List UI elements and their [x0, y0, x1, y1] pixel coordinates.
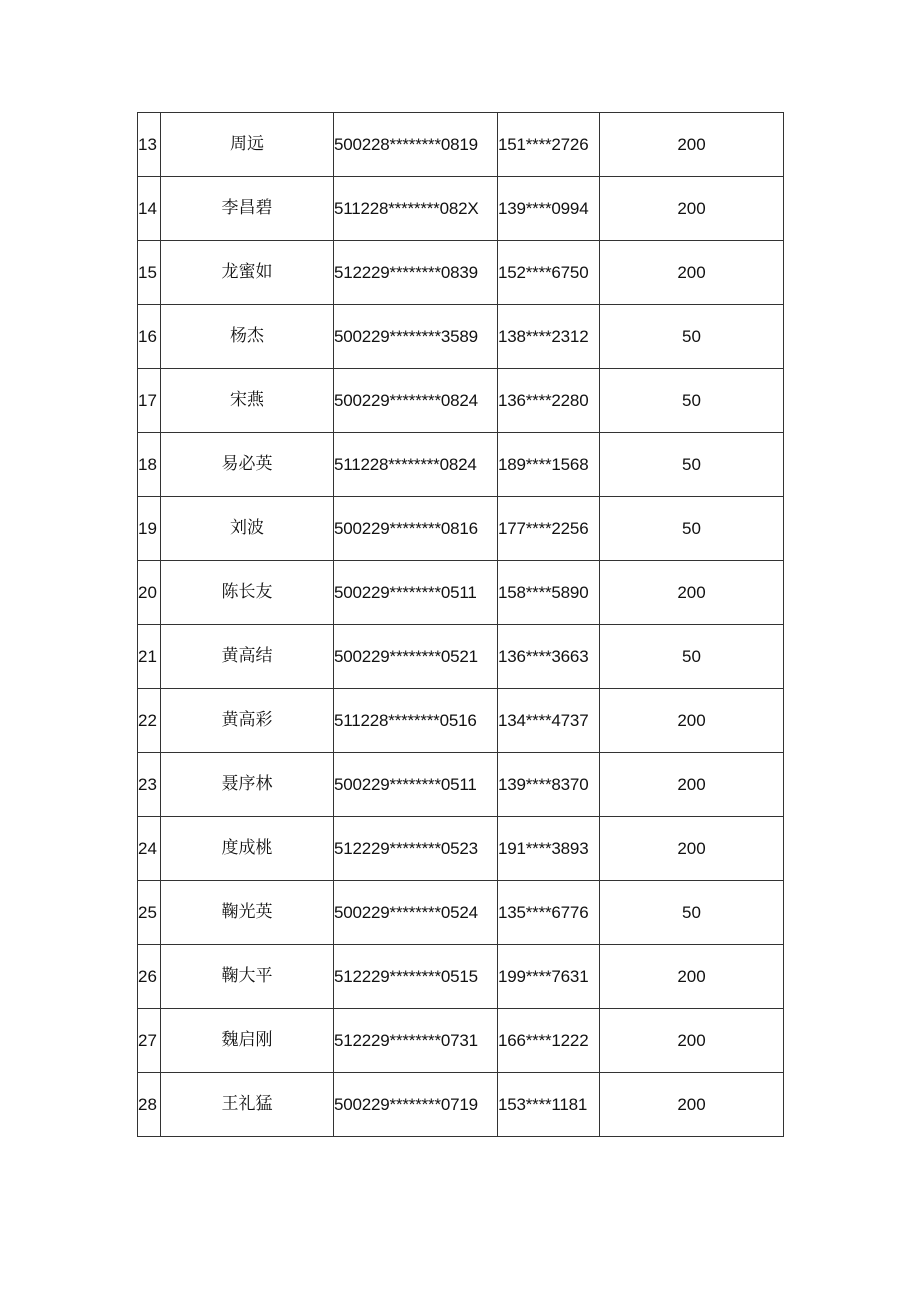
row-number: 27: [138, 1009, 161, 1073]
amount: 200: [600, 241, 784, 305]
phone-number: 139****8370: [498, 753, 600, 817]
table-row: [138, 753, 784, 817]
id-number: 500229********0719: [334, 1073, 498, 1137]
amount: 50: [600, 497, 784, 561]
roster-table-body: [138, 113, 784, 1137]
table-row: [138, 945, 784, 1009]
table-row: [138, 881, 784, 945]
roster-table: [137, 112, 784, 1137]
amount: 200: [600, 561, 784, 625]
phone-number: 136****3663: [498, 625, 600, 689]
phone-number: 166****1222: [498, 1009, 600, 1073]
amount: 50: [600, 881, 784, 945]
table-row: [138, 369, 784, 433]
phone-number: 153****1181: [498, 1073, 600, 1137]
table-row: [138, 1009, 784, 1073]
amount: 200: [600, 753, 784, 817]
phone-number: 177****2256: [498, 497, 600, 561]
row-number: 19: [138, 497, 161, 561]
person-name: 鞠大平: [161, 945, 334, 1009]
phone-number: 189****1568: [498, 433, 600, 497]
id-number: 511228********0824: [334, 433, 498, 497]
phone-number: 151****2726: [498, 113, 600, 177]
row-number: 16: [138, 305, 161, 369]
table-row: [138, 625, 784, 689]
table-row: [138, 113, 784, 177]
table-row: [138, 241, 784, 305]
person-name: 魏启刚: [161, 1009, 334, 1073]
phone-number: 135****6776: [498, 881, 600, 945]
person-name: 李昌碧: [161, 177, 334, 241]
phone-number: 199****7631: [498, 945, 600, 1009]
row-number: 21: [138, 625, 161, 689]
amount: 200: [600, 689, 784, 753]
id-number: 511228********0516: [334, 689, 498, 753]
phone-number: 191****3893: [498, 817, 600, 881]
amount: 50: [600, 305, 784, 369]
id-number: 500229********0511: [334, 753, 498, 817]
person-name: 龙蜜如: [161, 241, 334, 305]
person-name: 黄高彩: [161, 689, 334, 753]
person-name: 周远: [161, 113, 334, 177]
id-number: 500228********0819: [334, 113, 498, 177]
table-row: [138, 561, 784, 625]
table-row: [138, 177, 784, 241]
amount: 200: [600, 1009, 784, 1073]
person-name: 度成桃: [161, 817, 334, 881]
amount: 200: [600, 945, 784, 1009]
row-number: 18: [138, 433, 161, 497]
table-row: [138, 817, 784, 881]
id-number: 500229********0511: [334, 561, 498, 625]
row-number: 24: [138, 817, 161, 881]
id-number: 500229********3589: [334, 305, 498, 369]
id-number: 500229********0521: [334, 625, 498, 689]
row-number: 13: [138, 113, 161, 177]
amount: 200: [600, 113, 784, 177]
phone-number: 138****2312: [498, 305, 600, 369]
amount: 50: [600, 433, 784, 497]
person-name: 鞠光英: [161, 881, 334, 945]
row-number: 14: [138, 177, 161, 241]
phone-number: 158****5890: [498, 561, 600, 625]
id-number: 500229********0824: [334, 369, 498, 433]
id-number: 512229********0839: [334, 241, 498, 305]
amount: 50: [600, 625, 784, 689]
person-name: 黄高结: [161, 625, 334, 689]
table-row: [138, 305, 784, 369]
row-number: 26: [138, 945, 161, 1009]
person-name: 宋燕: [161, 369, 334, 433]
amount: 200: [600, 1073, 784, 1137]
phone-number: 136****2280: [498, 369, 600, 433]
id-number: 512229********0515: [334, 945, 498, 1009]
person-name: 陈长友: [161, 561, 334, 625]
person-name: 聂序林: [161, 753, 334, 817]
person-name: 杨杰: [161, 305, 334, 369]
person-name: 王礼猛: [161, 1073, 334, 1137]
row-number: 22: [138, 689, 161, 753]
amount: 200: [600, 817, 784, 881]
id-number: 500229********0816: [334, 497, 498, 561]
row-number: 23: [138, 753, 161, 817]
row-number: 25: [138, 881, 161, 945]
id-number: 512229********0523: [334, 817, 498, 881]
id-number: 512229********0731: [334, 1009, 498, 1073]
id-number: 500229********0524: [334, 881, 498, 945]
amount: 200: [600, 177, 784, 241]
table-row: [138, 1073, 784, 1137]
row-number: 15: [138, 241, 161, 305]
row-number: 28: [138, 1073, 161, 1137]
table-row: [138, 433, 784, 497]
row-number: 20: [138, 561, 161, 625]
amount: 50: [600, 369, 784, 433]
person-name: 刘波: [161, 497, 334, 561]
table-row: [138, 497, 784, 561]
phone-number: 152****6750: [498, 241, 600, 305]
id-number: 511228********082X: [334, 177, 498, 241]
person-name: 易必英: [161, 433, 334, 497]
table-row: [138, 689, 784, 753]
row-number: 17: [138, 369, 161, 433]
phone-number: 134****4737: [498, 689, 600, 753]
phone-number: 139****0994: [498, 177, 600, 241]
